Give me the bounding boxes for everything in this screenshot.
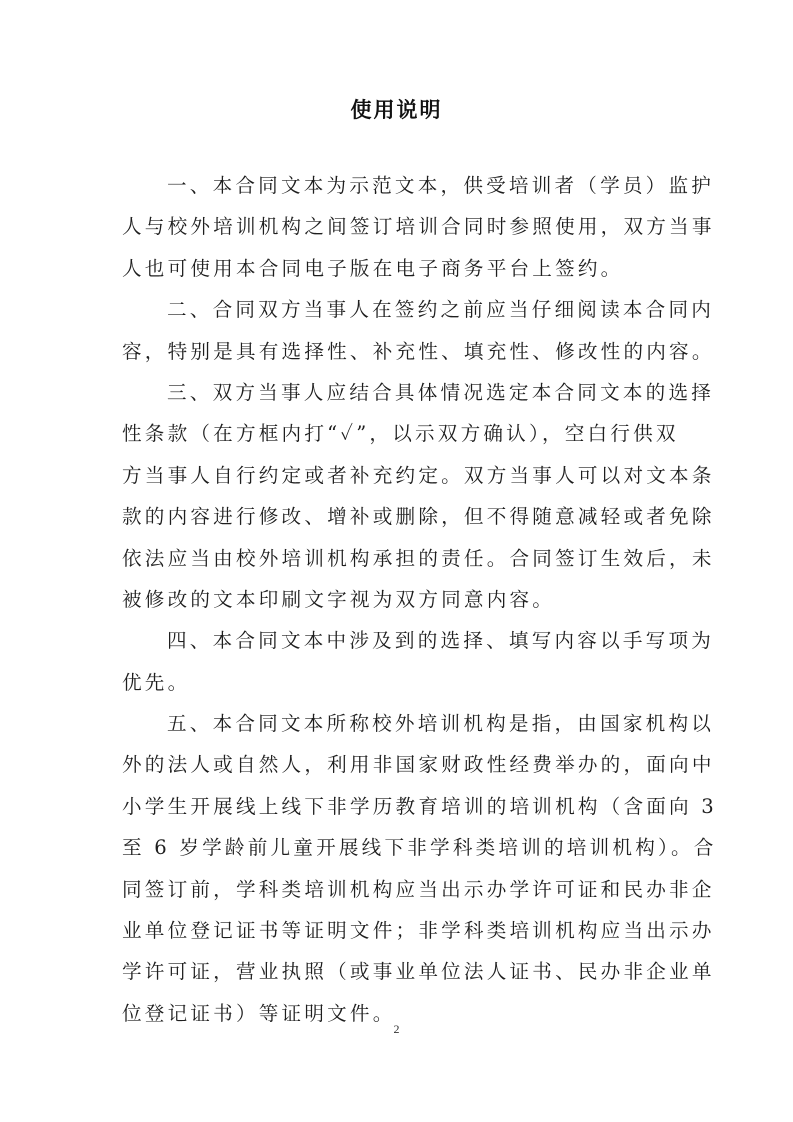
paragraph-line: 外的法人或自然人，利用非国家财政性经费举办的，面向中 (122, 753, 715, 777)
paragraph-line: 人与校外培训机构之间签订培训合同时参照使用，双方当事 (122, 215, 715, 239)
paragraph-line: 方当事人自行约定或者补充约定。双方当事人可以对文本条 (122, 463, 715, 487)
paragraph-3 (122, 372, 715, 620)
paragraph-line: 款的内容进行修改、增补或删除，但不得随意减轻或者免除 (122, 505, 715, 529)
paragraph-line: 同签订前，学科类培训机构应当出示办学许可证和民办非企 (122, 877, 715, 901)
paragraph-1 (122, 165, 715, 289)
paragraph-line: 依法应当由校外培训机构承担的责任。合同签订生效后，未 (122, 546, 715, 570)
paragraph-4 (122, 620, 715, 703)
paragraph-line: 四、本合同文本中涉及到的选择、填写内容以手写项为 (167, 629, 715, 653)
paragraph-line: 位登记证书）等证明文件。 (122, 1001, 396, 1025)
paragraph-line: 优先。 (122, 670, 191, 694)
paragraph-line: 容，特别是具有选择性、补充性、填充性、修改性的内容。 (122, 339, 715, 363)
paragraph-5 (122, 703, 717, 1034)
paragraph-line: 性条款（在方框内打“✓”，以示双方确认），空白行供双 (122, 422, 679, 446)
paragraph-line: 五、本合同文本所称校外培训机构是指，由国家机构以 (167, 712, 715, 736)
paragraph-line: 二、合同双方当事人在签约之前应当仔细阅读本合同内 (167, 298, 715, 322)
paragraph-line: 至 6 岁学龄前儿童开展线下非学科类培训的培训机构）。合 (122, 836, 717, 860)
document-body (122, 165, 717, 1034)
paragraph-line: 小学生开展线上线下非学历教育培训的培训机构（含面向 3 (122, 794, 717, 818)
paragraph-line: 被修改的文本印刷文字视为双方同意内容。 (122, 587, 556, 611)
page-title: 使用说明 (350, 97, 443, 122)
paragraph-line: 业单位登记证书等证明文件；非学科类培训机构应当出示办 (122, 919, 715, 943)
paragraph-line: 三、双方当事人应结合具体情况选定本合同文本的选择 (167, 380, 715, 404)
paragraph-line: 学许可证，营业执照（或事业单位法人证书、民办非企业单 (122, 960, 715, 984)
paragraph-line: 人也可使用本合同电子版在电子商务平台上签约。 (122, 256, 624, 280)
page-number: 2 (393, 1022, 400, 1036)
paragraph-2 (122, 289, 715, 372)
paragraph-line: 一、本合同文本为示范文本，供受培训者（学员）监护 (167, 174, 715, 197)
